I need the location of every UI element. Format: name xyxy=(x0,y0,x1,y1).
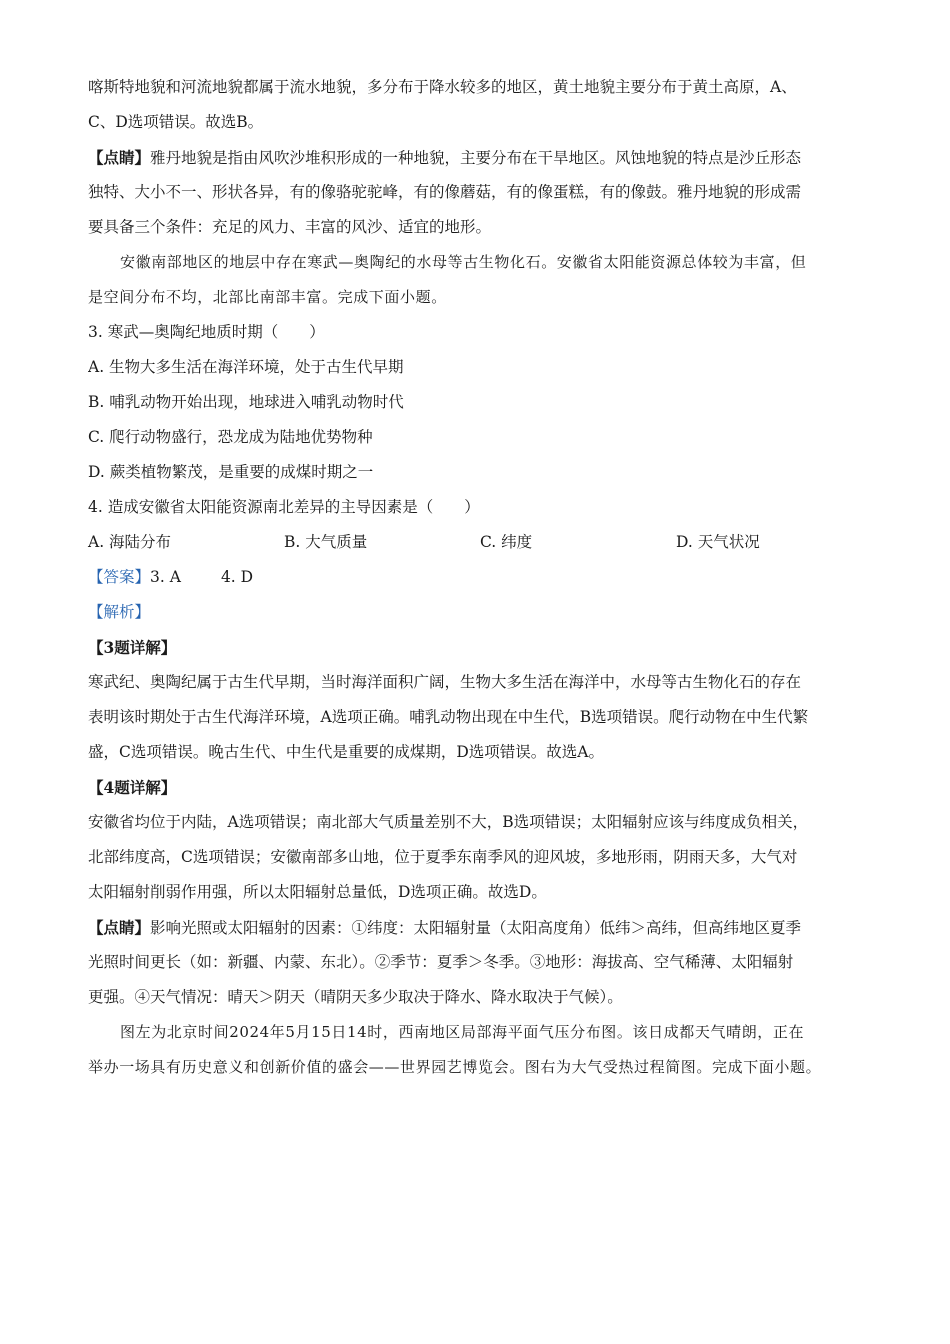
question-3-option-c: C. 爬行动物盛行，恐龙成为陆地优势物种 xyxy=(88,428,373,446)
detail-4-line: 太阳辐射削弱作用强，所以太阳辐射总量低，D选项正确。故选D。 xyxy=(88,883,547,901)
detail-3-line: 盛，C选项错误。晚古生代、中生代是重要的成煤期，D选项错误。故选A。 xyxy=(88,743,604,761)
question-intro-line: 图左为北京时间2024年5月15日14时，西南地区局部海平面气压分布图。该日成都天气晴朗，正在 xyxy=(120,1023,805,1041)
detail-3-line: 寒武纪、奥陶纪属于古生代早期，当时海洋面积广阔，生物大多生活在海洋中，水母等古生物化石的存在 xyxy=(88,673,802,691)
document-page xyxy=(88,70,873,1085)
question-3-option-a: A. 生物大多生活在海洋环境，处于古生代早期 xyxy=(88,358,404,376)
question-intro-line: 举办一场具有历史意义和创新价值的盛会——世界园艺博览会。图右为大气受热过程简图。完成下面小题。 xyxy=(88,1058,822,1076)
tip-line xyxy=(88,910,873,945)
question-4-option-a: A. 海陆分布 xyxy=(88,533,172,551)
question-intro-line: 安徽南部地区的地层中存在寒武—奥陶纪的水母等古生物化石。安徽省太阳能资源总体较为丰富，但 xyxy=(120,253,807,271)
question-3-option-b: B. 哺乳动物开始出现，地球进入哺乳动物时代 xyxy=(88,393,404,411)
answer-line xyxy=(88,560,873,595)
question-4-options xyxy=(88,525,873,560)
detail-4-label: 【4题详解】 xyxy=(88,778,177,797)
tip-line: 要具备三个条件：充足的风力、丰富的风沙、适宜的地形。 xyxy=(88,218,492,236)
answer-label: 【答案】 xyxy=(88,568,151,586)
tip-line xyxy=(88,140,873,175)
question-3-stem: 3. 寒武—奥陶纪地质时期（ ） xyxy=(88,323,325,341)
tip-text: 雅丹地貌是指由风吹沙堆积形成的一种地貌，主要分布在干旱地区。风蚀地貌的特点是沙丘形态 xyxy=(150,149,802,167)
question-3-option-d: D. 蕨类植物繁茂，是重要的成煤时期之一 xyxy=(88,463,374,481)
question-4-option-c: C. 纬度 xyxy=(480,533,533,551)
tip-label: 【点睛】 xyxy=(88,148,151,167)
detail-4-line: 北部纬度高，C选项错误；安徽南部多山地，位于夏季东南季风的迎风坡，多地形雨，阴雨天多，大气对 xyxy=(88,848,798,866)
answer-4: 4. D xyxy=(220,568,254,586)
analysis-label: 【解析】 xyxy=(88,603,151,621)
tip-text: 影响光照或太阳辐射的因素：①纬度：太阳辐射量（太阳高度角）低纬＞高纬，但高纬地区夏季 xyxy=(150,919,802,937)
question-intro-line: 是空间分布不均，北部比南部丰富。完成下面小题。 xyxy=(88,288,447,306)
paragraph-line: C、D选项错误。故选B。 xyxy=(88,113,264,131)
question-4-stem: 4. 造成安徽省太阳能资源南北差异的主导因素是（ ） xyxy=(88,498,480,516)
tip-line: 独特、大小不一、形状各异，有的像骆驼驼峰，有的像蘑菇，有的像蛋糕，有的像鼓。雅丹地貌的形成需 xyxy=(88,183,802,201)
question-4-option-b: B. 大气质量 xyxy=(284,533,368,551)
tip-line: 更强。④天气情况：晴天＞阴天（晴阴天多少取决于降水、降水取决于气候）。 xyxy=(88,988,623,1006)
tip-label: 【点睛】 xyxy=(88,918,151,937)
tip-line: 光照时间更长（如：新疆、内蒙、东北）。②季节：夏季＞冬季。③地形：海拔高、空气稀薄、太阳辐射 xyxy=(88,953,794,971)
detail-3-label: 【3题详解】 xyxy=(88,638,177,657)
answer-3: 3. A xyxy=(150,568,181,586)
question-4-option-d: D. 天气状况 xyxy=(676,533,760,551)
detail-4-line: 安徽省均位于内陆，A选项错误；南北部大气质量差别不大，B选项错误；太阳辐射应该与纬度成负相关， xyxy=(88,813,809,831)
detail-3-line: 表明该时期处于古生代海洋环境，A选项正确。哺乳动物出现在中生代，B选项错误。爬行动物在中生代繁 xyxy=(88,708,809,726)
paragraph-line: 喀斯特地貌和河流地貌都属于流水地貌，多分布于降水较多的地区，黄土地貌主要分布于黄土高原，A、 xyxy=(88,78,797,96)
